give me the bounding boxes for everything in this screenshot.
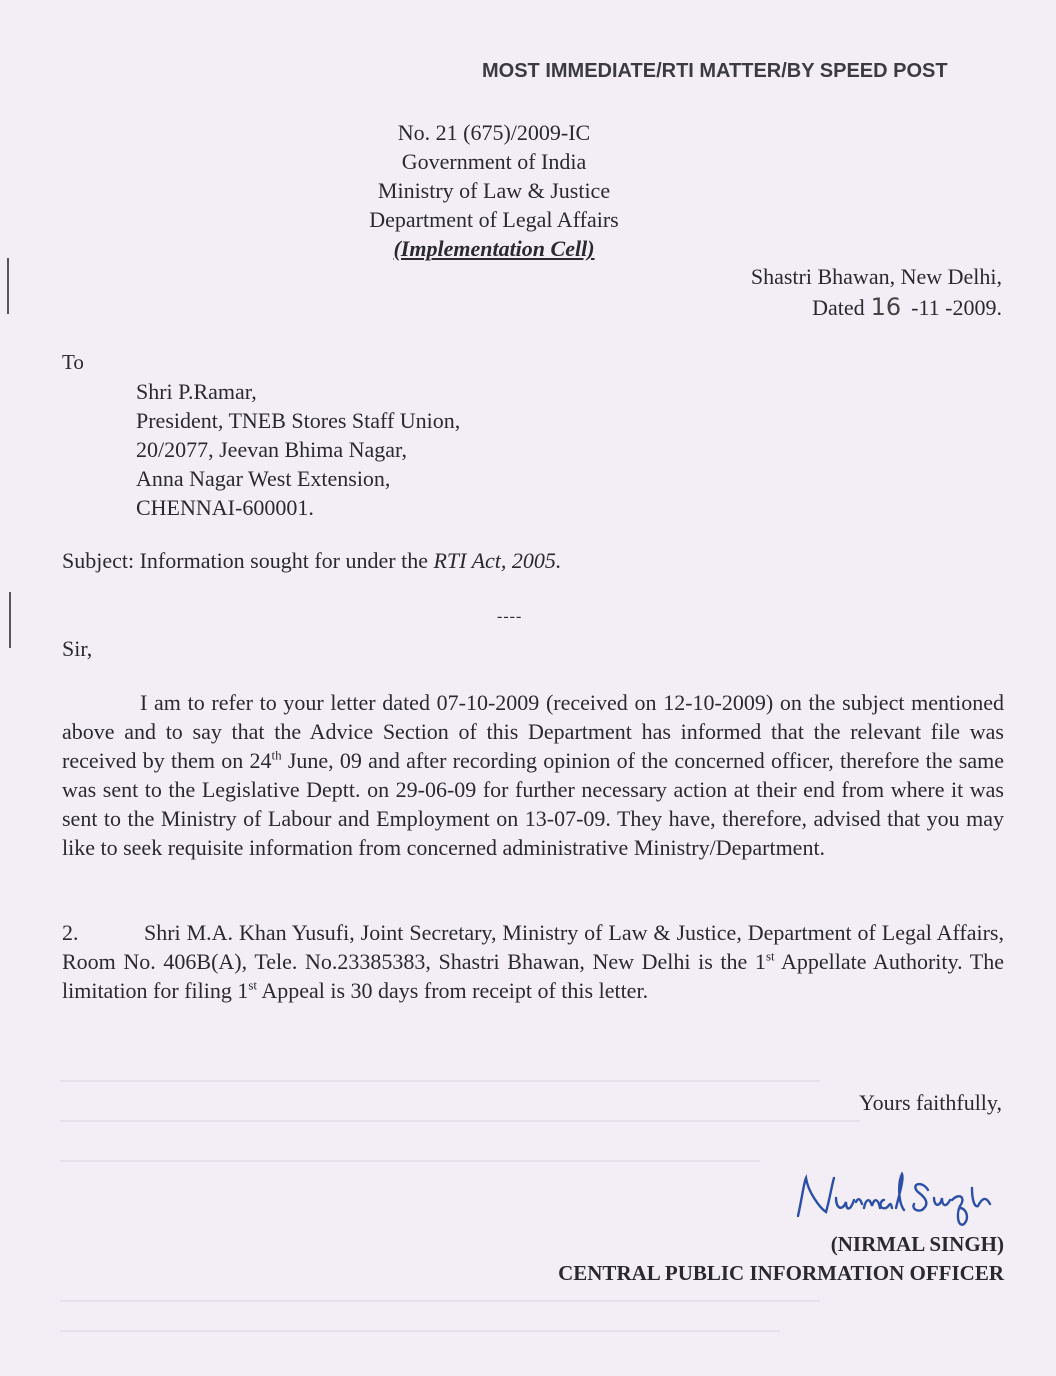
letterhead [300, 118, 688, 263]
para1-sup: th [271, 747, 282, 763]
para2-sup2: st [248, 977, 258, 993]
paragraph-1 [62, 688, 1004, 862]
punch-mark-top [7, 258, 9, 314]
subject-line [62, 548, 561, 574]
cell-line: (Implementation Cell) [393, 236, 595, 261]
file-number: No. 21 (675)/2009-IC [397, 120, 591, 145]
place-and-date [751, 262, 1002, 323]
subject-act: RTI Act, 2005. [433, 548, 562, 573]
salutation: Sir, [62, 636, 93, 661]
address-line: Anna Nagar West Extension, [136, 466, 391, 491]
place: Shastri Bhawan, New Delhi, [750, 264, 1002, 289]
bleed-through-mark [60, 1330, 780, 1332]
to-label: To [62, 350, 84, 374]
para1-text-b: June, 09 and after recording opinion of the concerned officer, therefore the same was sent to the Legislative Deptt. on 29-06-09 for further necessary action at their end from where it was sent to the Ministry of Labour and Employment on 13-07-09. They have, therefore, advised that you may like to seek requisite information from concerned administrative Ministry/Department. [62, 748, 1004, 860]
address-line: 20/2077, Jeevan Bhima Nagar, [136, 437, 407, 462]
para2-text-b: Appellate Authority. The limitation for filing 1 [62, 949, 1004, 1003]
bleed-through-mark [60, 1300, 820, 1302]
para2-number: 2. [62, 920, 79, 945]
date-prefix: Dated [812, 295, 865, 320]
address-line: CHENNAI-600001. [136, 495, 314, 520]
para2-text-c: Appeal is 30 days from receipt of this letter. [257, 978, 649, 1003]
handwritten-signature [790, 1168, 1010, 1238]
signer-name: (NIRMAL SINGH) [830, 1232, 1004, 1256]
department-line: Department of Legal Affairs [369, 207, 619, 232]
bleed-through-mark [60, 1080, 820, 1082]
para1-text-a: I am to refer to your letter dated 07-10-2009 (received on 12-10-2009) on the subject mentioned above and to say that the Advice Section of this Department has informed that the relevant file was received by them on 24 [62, 690, 1004, 773]
ministry-line: Ministry of Law & Justice [377, 178, 611, 203]
para2-text-a: Shri M.A. Khan Yusufi, Joint Secretary, Ministry of Law & Justice, Department of Legal Affairs, Room No. 406B(A), Tele. No.23385383, Shastri Bhawan, New Delhi is the 1 [62, 920, 1004, 974]
address-line: President, TNEB Stores Staff Union, [136, 408, 461, 433]
punch-mark-bottom [9, 592, 11, 648]
address-line: Shri P.Ramar, [136, 379, 257, 404]
subject-prefix: Subject: Information sought for under the [62, 548, 434, 573]
separator: ---- [497, 608, 523, 625]
recipient-address [136, 377, 460, 522]
date-rest: -11 -2009. [911, 295, 1002, 320]
paragraph-2 [62, 918, 1004, 1005]
urgency-header: MOST IMMEDIATE/RTI MATTER/BY SPEED POST [482, 60, 948, 82]
date-line [751, 292, 1002, 323]
closing: Yours faithfully, [858, 1090, 1002, 1115]
govt-line: Government of India [401, 149, 587, 174]
date-day-handwritten: 16 [870, 293, 902, 321]
para2-sup1: st [765, 948, 775, 964]
bleed-through-mark [60, 1120, 860, 1122]
bleed-through-mark [60, 1160, 760, 1162]
signer-designation: CENTRAL PUBLIC INFORMATION OFFICER [558, 1261, 1004, 1285]
